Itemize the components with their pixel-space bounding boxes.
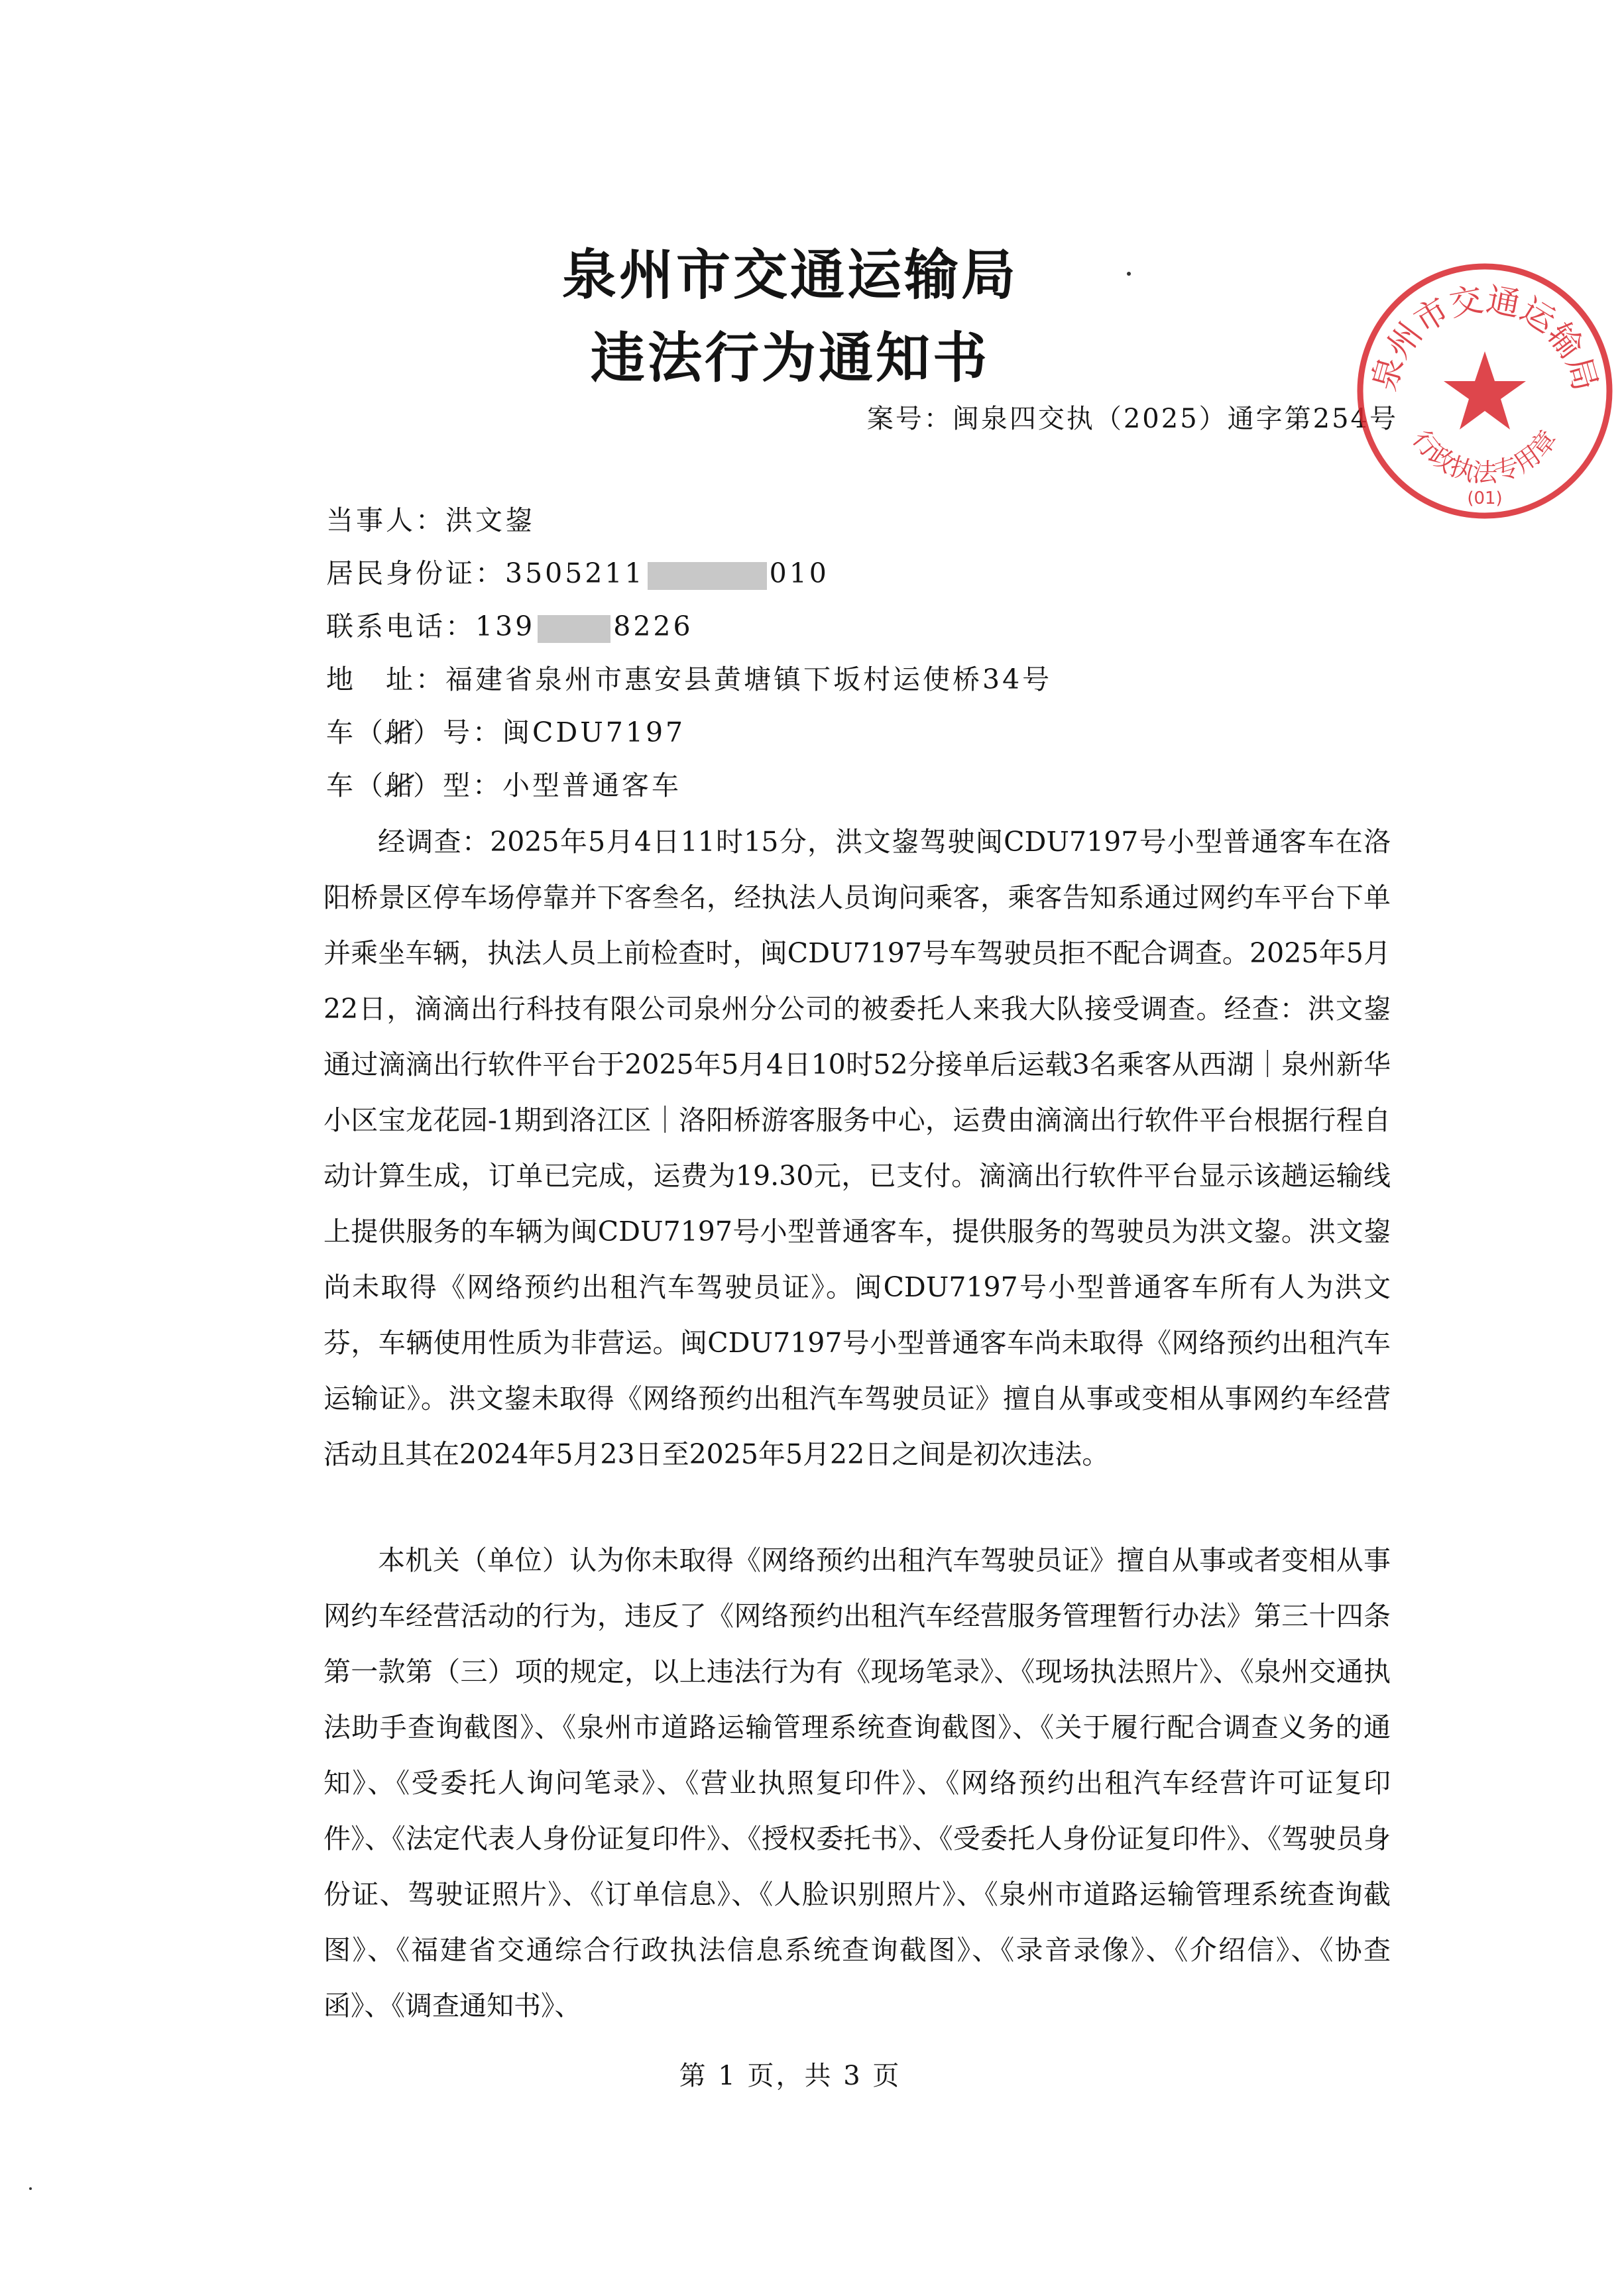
phone-suffix: 8226	[613, 610, 693, 642]
page-number: 第 1 页，共 3 页	[679, 2061, 901, 2091]
party-name-field	[326, 498, 535, 538]
party-name-label: 当事人：	[326, 504, 445, 536]
case-number: 案号：闽泉四交执（2025）通字第254号	[866, 404, 1398, 434]
party-name-value: 洪文鋆	[445, 504, 535, 536]
scan-speck	[29, 2187, 32, 2190]
scan-speck	[1127, 272, 1131, 276]
vehicle-number-label-b: ）号：	[413, 717, 502, 748]
address-field	[326, 658, 1052, 697]
document-title-line1: 泉州市交通运输局	[561, 244, 1018, 307]
vehicle-type-label-b: ）型：	[413, 770, 502, 801]
vehicle-type-field	[326, 764, 681, 803]
vehicle-number-label-a: 车（	[326, 717, 386, 748]
id-number-prefix: 350521	[505, 557, 625, 589]
redaction-block	[648, 562, 767, 590]
vehicle-number-field	[326, 711, 685, 750]
investigation-paragraph: 经调查：2025年5月4日11时15分，洪文鋆驾驶闽CDU7197号小型普通客车在洛阳桥景区停车场停靠并下客叁名，经执法人员询问乘客，乘客告知系通过网约车平台下单并乘坐车辆，执法人员上前检查时，闽CDU7197号车驾驶员拒不配合调查。2025年5月22日，滴滴出行科技有限公司泉州分公司的被委托人来我大队接受调查。经查：洪文鋆通过滴滴出行软件平台于2025年5月4日10时52分接单后运载3名乘客从西湖｜泉州新华小区宝龙花园-1期到洛江区｜洛阳桥游客服务中心，运费由滴滴出行软件平台根据行程自动计算生成，订单已完成，运费为19.30元，已支付。滴滴出行软件平台显示该趟运输线上提供服务的车辆为闽CDU7197号小型普通客车，提供服务的驾驶员为洪文鋆。洪文鋆尚未取得《网络预约出租汽车驾驶员证》。闽CDU7197号小型普通客车所有人为洪文芬，车辆使用性质为非营运。闽CDU7197号小型普通客车尚未取得《网络预约出租汽车运输证》。洪文鋆未取得《网络预约出租汽车驾驶员证》擅自从事或变相从事网约车经营活动且其在2024年5月23日至2025年5月22日之间是初次违法。	[323, 826, 1391, 1470]
address-value: 福建省泉州市惠安县黄塘镇下坂村运使桥34号	[445, 663, 1053, 695]
official-seal-icon	[1346, 252, 1624, 530]
vehicle-type-label-ship: 船	[386, 764, 413, 803]
vehicle-type-label-a: 车（	[326, 770, 386, 801]
vehicle-number-label-ship: 船	[386, 711, 413, 750]
id-number-mid: 1	[624, 557, 645, 589]
redaction-block	[538, 615, 610, 643]
phone-prefix: 139	[475, 610, 536, 642]
address-label: 地 址：	[326, 663, 445, 695]
vehicle-number-value: 闽CDU7197	[502, 717, 686, 748]
seal-text-bottom: 行政执法专用章	[1407, 424, 1563, 488]
seal-code: (01)	[1467, 488, 1503, 508]
phone-label: 联系电话：	[326, 610, 475, 642]
svg-text:行政执法专用章	[1407, 425, 1562, 487]
finding-paragraph: 本机关（单位）认为你未取得《网络预约出租汽车驾驶员证》擅自从事或者变相从事网约车经营活动的行为，违反了《网络预约出租汽车经营服务管理暂行办法》第三十四条第一款第（三）项的规定，以上违法行为有《现场笔录》、《现场执法照片》、《泉州交通执法助手查询截图》、《泉州市道路运输管理系统查询截图》、《关于履行配合调查义务的通知》、《受委托人询问笔录》、《营业执照复印件》、《网络预约出租汽车经营许可证复印件》、《法定代表人身份证复印件》、《授权委托书》、《受委托人身份证复印件》、《驾驶员身份证、驾驶证照片》、《订单信息》、《人脸识别照片》、《泉州市道路运输管理系统查询截图》、《福建省交通综合行政执法信息系统查询截图》、《录音录像》、《介绍信》、《协查函》、《调查通知书》、	[323, 1544, 1391, 2022]
vehicle-type-value: 小型普通客车	[502, 770, 681, 801]
id-number-suffix: 010	[769, 557, 829, 589]
id-number-label: 居民身份证：	[326, 557, 505, 589]
seal-text-top: 泉州市交通运输局	[1364, 280, 1605, 395]
id-number-field	[326, 551, 829, 591]
document-title-line2: 违法行为通知书	[590, 327, 990, 390]
phone-field	[326, 604, 693, 644]
